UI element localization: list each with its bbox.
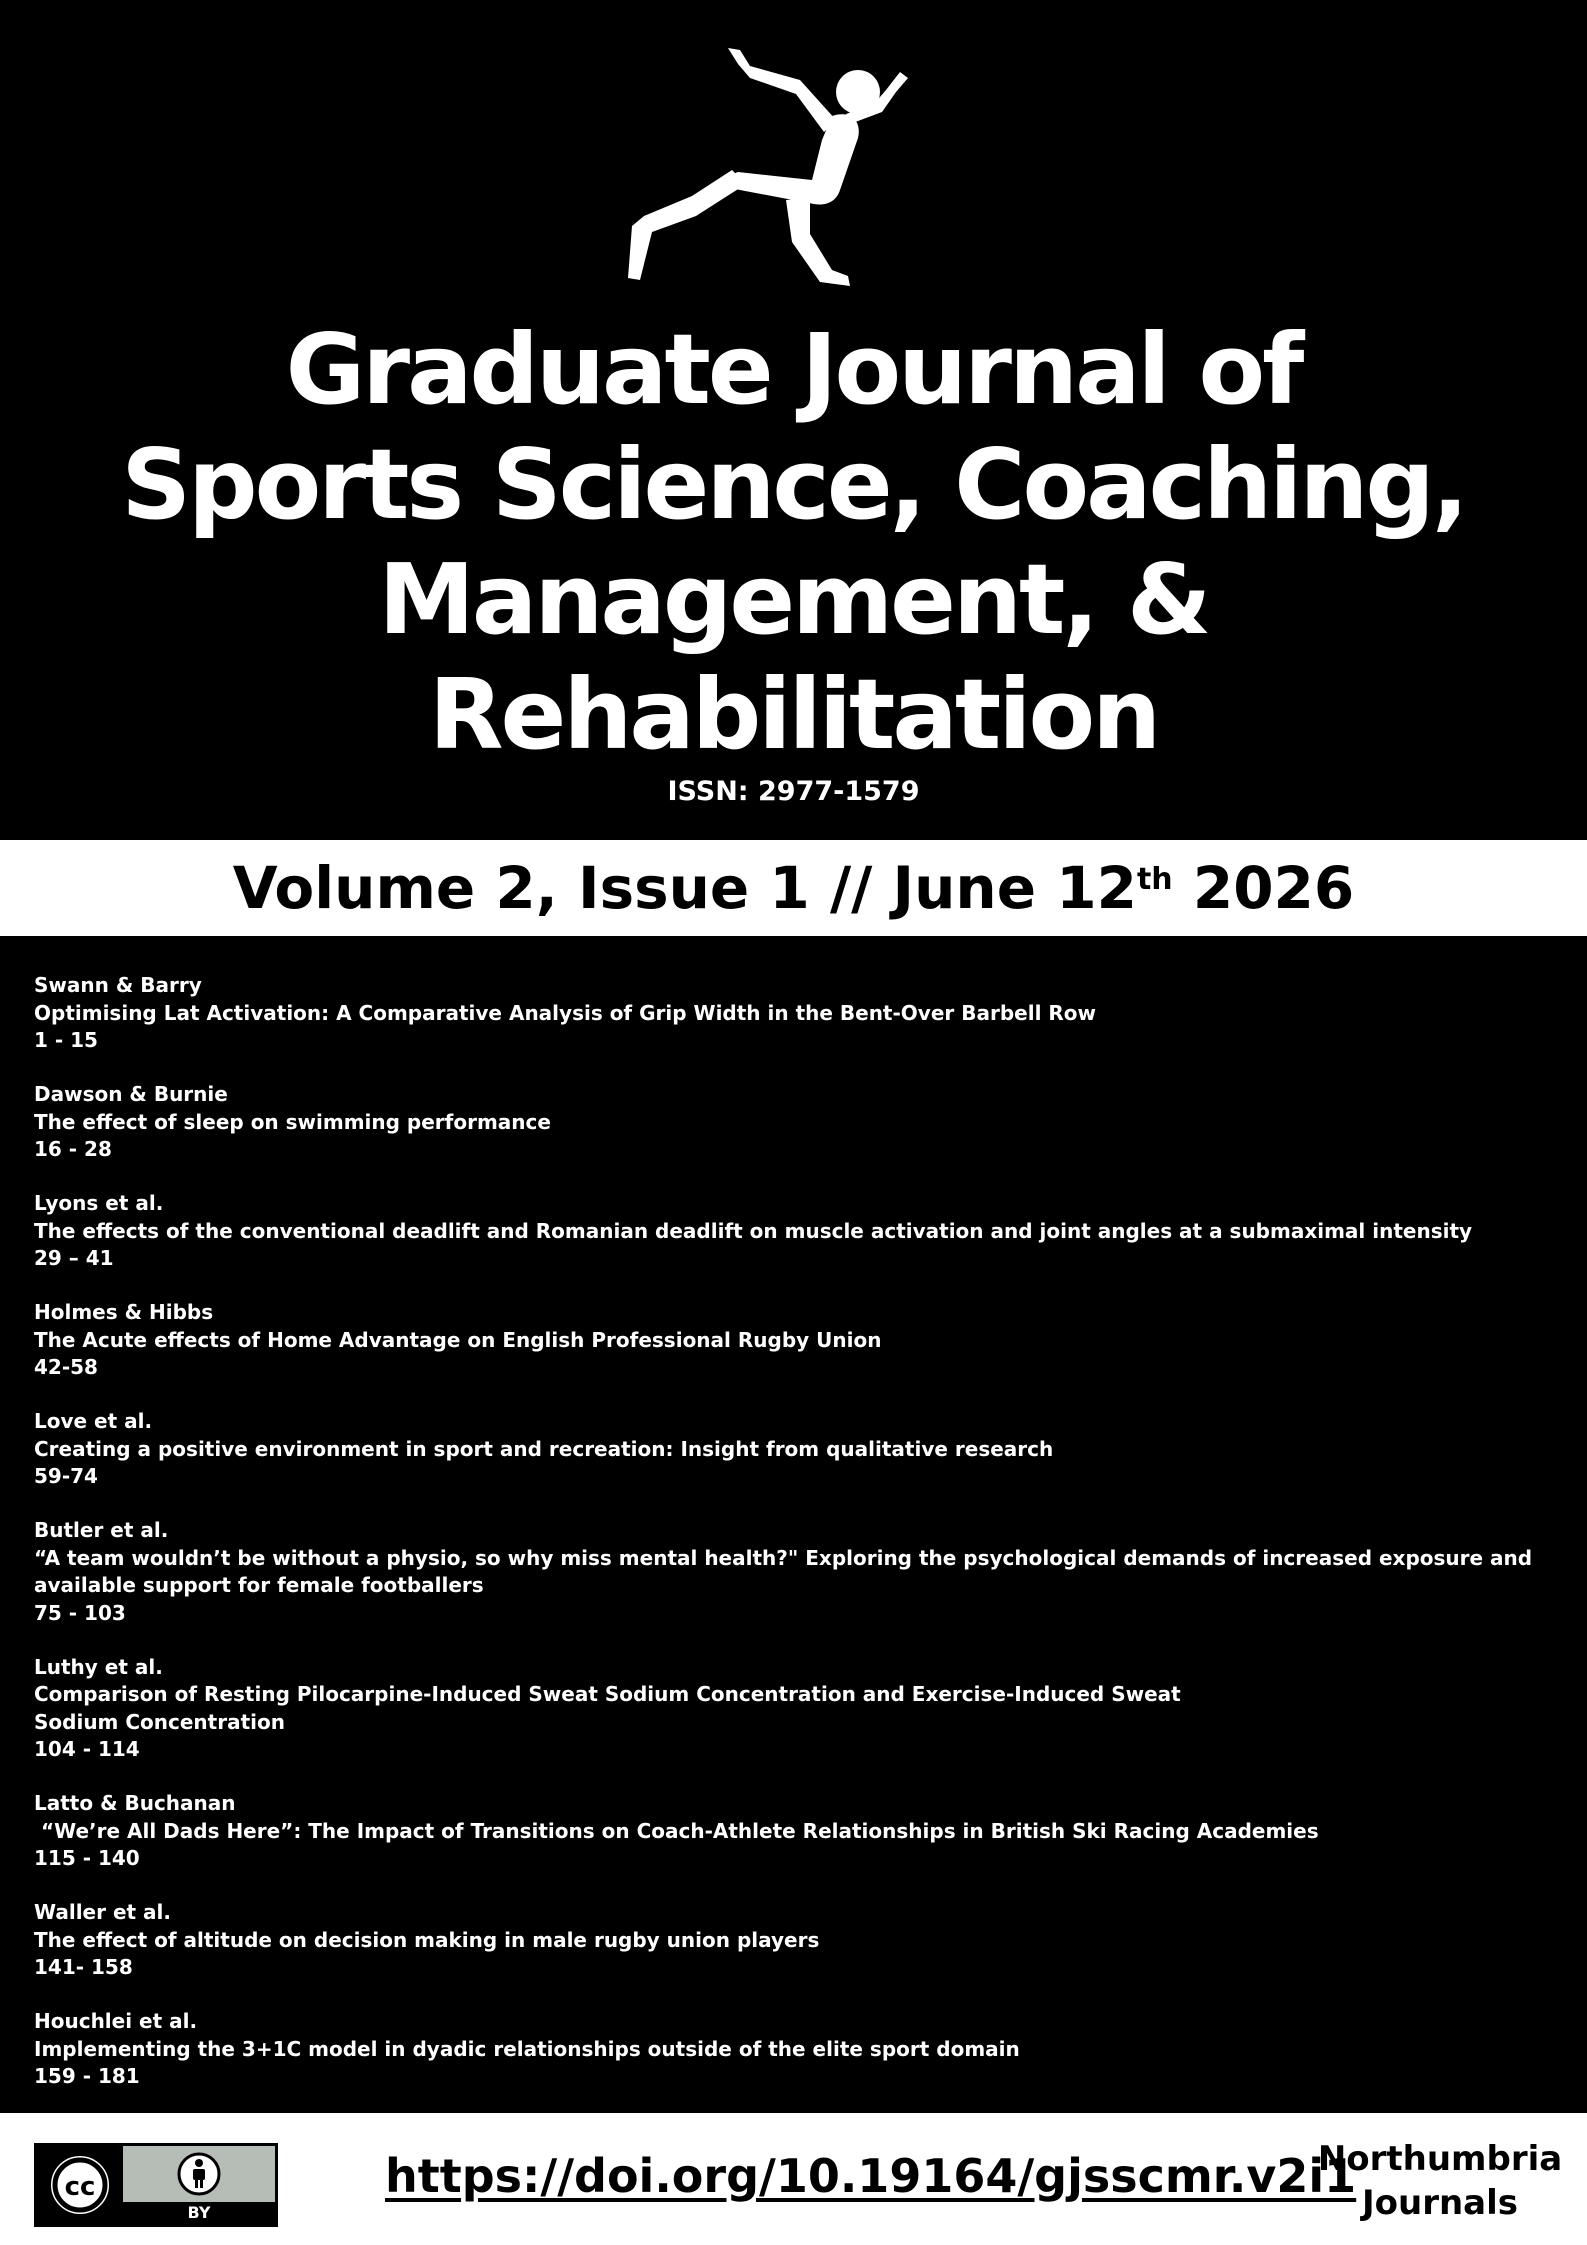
list-item xyxy=(34,1517,1554,1627)
attribution-person-icon xyxy=(177,2152,221,2196)
list-item xyxy=(34,1790,1554,1873)
publisher-line: Northumbria xyxy=(1317,2139,1563,2179)
list-item xyxy=(34,1654,1554,1764)
sprinter-logo-icon xyxy=(600,20,980,290)
article-authors: Houchlei et al. xyxy=(34,2009,198,2033)
list-item xyxy=(34,1899,1554,1982)
issue-year: 2026 xyxy=(1172,854,1355,922)
article-authors: Butler et al. xyxy=(34,1518,169,1542)
article-title[interactable]: Creating a positive environment in sport and recreation: Insight from qualitative research xyxy=(34,1436,1054,1461)
article-authors: Waller et al. xyxy=(34,1900,171,1924)
journal-title-line: Management, & xyxy=(378,543,1209,656)
article-title[interactable]: “We’re All Dads Here”: The Impact of Transitions on Coach-Athlete Relationships in British Ski Racing Academies xyxy=(34,1818,1319,1843)
article-authors: Lyons et al. xyxy=(34,1191,164,1215)
list-item xyxy=(34,1190,1554,1273)
list-item xyxy=(34,1299,1554,1382)
issue-date-superscript: th xyxy=(1136,862,1173,897)
article-title[interactable]: The Acute effects of Home Advantage on English Professional Rugby Union xyxy=(34,1327,882,1352)
list-item xyxy=(34,2008,1554,2091)
creative-commons-icon xyxy=(47,2152,113,2218)
issn: ISSN: 2977-1579 xyxy=(667,776,920,807)
article-authors: Swann & Barry xyxy=(34,973,202,997)
cc-by-license-badge[interactable] xyxy=(34,2143,278,2227)
journal-title-line: Graduate Journal of xyxy=(285,313,1302,426)
svg-text:cc: cc xyxy=(64,2172,96,2202)
article-pages: 1 - 15 xyxy=(34,1028,98,1052)
issue-volume-text: Volume 2, Issue 1 // June 12 xyxy=(232,854,1137,922)
article-title[interactable]: Comparison of Resting Pilocarpine-Induced Sweat Sodium Concentration and Exercise-Induced Sweat Sodium Concentration xyxy=(34,1682,1181,1734)
article-authors: Holmes & Hibbs xyxy=(34,1300,214,1324)
article-pages: 115 - 140 xyxy=(34,1846,140,1870)
article-pages: 104 - 114 xyxy=(34,1737,140,1761)
article-authors: Latto & Buchanan xyxy=(34,1791,236,1815)
article-pages: 29 – 41 xyxy=(34,1246,114,1270)
cover-footer xyxy=(0,2113,1587,2245)
article-title[interactable]: The effects of the conventional deadlift and Romanian deadlift on muscle activation and joint angles at a submaximal intensity xyxy=(34,1218,1473,1243)
table-of-contents xyxy=(34,972,1554,2117)
article-pages: 59-74 xyxy=(34,1464,98,1488)
article-title[interactable]: “A team wouldn’t be without a physio, so why miss mental health?" Exploring the psychological demands of increased exposure and available support for female footballers xyxy=(34,1545,1540,1597)
article-title[interactable]: Implementing the 3+1C model in dyadic relationships outside of the elite sport domain xyxy=(34,2036,1020,2061)
publisher-line: Journals xyxy=(1361,2183,1519,2223)
list-item xyxy=(34,1408,1554,1491)
issue-banner xyxy=(0,840,1587,936)
doi-link[interactable]: https://doi.org/10.19164/gjsscmr.v2i1 xyxy=(385,2149,1357,2203)
article-title[interactable]: Optimising Lat Activation: A Comparative Analysis of Grip Width in the Bent-Over Barbell Row xyxy=(34,1000,1097,1025)
article-authors: Dawson & Burnie xyxy=(34,1082,228,1106)
article-pages: 159 - 181 xyxy=(34,2064,140,2088)
license-by-label: BY xyxy=(123,2202,275,2224)
journal-title xyxy=(0,312,1587,772)
journal-title-line: Sports Science, Coaching, xyxy=(121,428,1466,541)
cover-header xyxy=(0,0,1587,840)
article-authors: Luthy et al. xyxy=(34,1654,163,1679)
article-pages: 141- 158 xyxy=(34,1955,133,1979)
journal-title-line: Rehabilitation xyxy=(428,658,1159,771)
article-title[interactable]: The effect of altitude on decision making in male rugby union players xyxy=(34,1927,820,1952)
article-pages: 75 - 103 xyxy=(34,1600,126,1625)
article-title[interactable]: The effect of sleep on swimming performance xyxy=(34,1109,551,1134)
article-authors: Love et al. xyxy=(34,1409,153,1433)
list-item xyxy=(34,972,1554,1055)
publisher-name xyxy=(1300,2137,1580,2225)
article-pages: 16 - 28 xyxy=(34,1137,112,1161)
list-item xyxy=(34,1081,1554,1164)
article-pages: 42-58 xyxy=(34,1355,98,1379)
